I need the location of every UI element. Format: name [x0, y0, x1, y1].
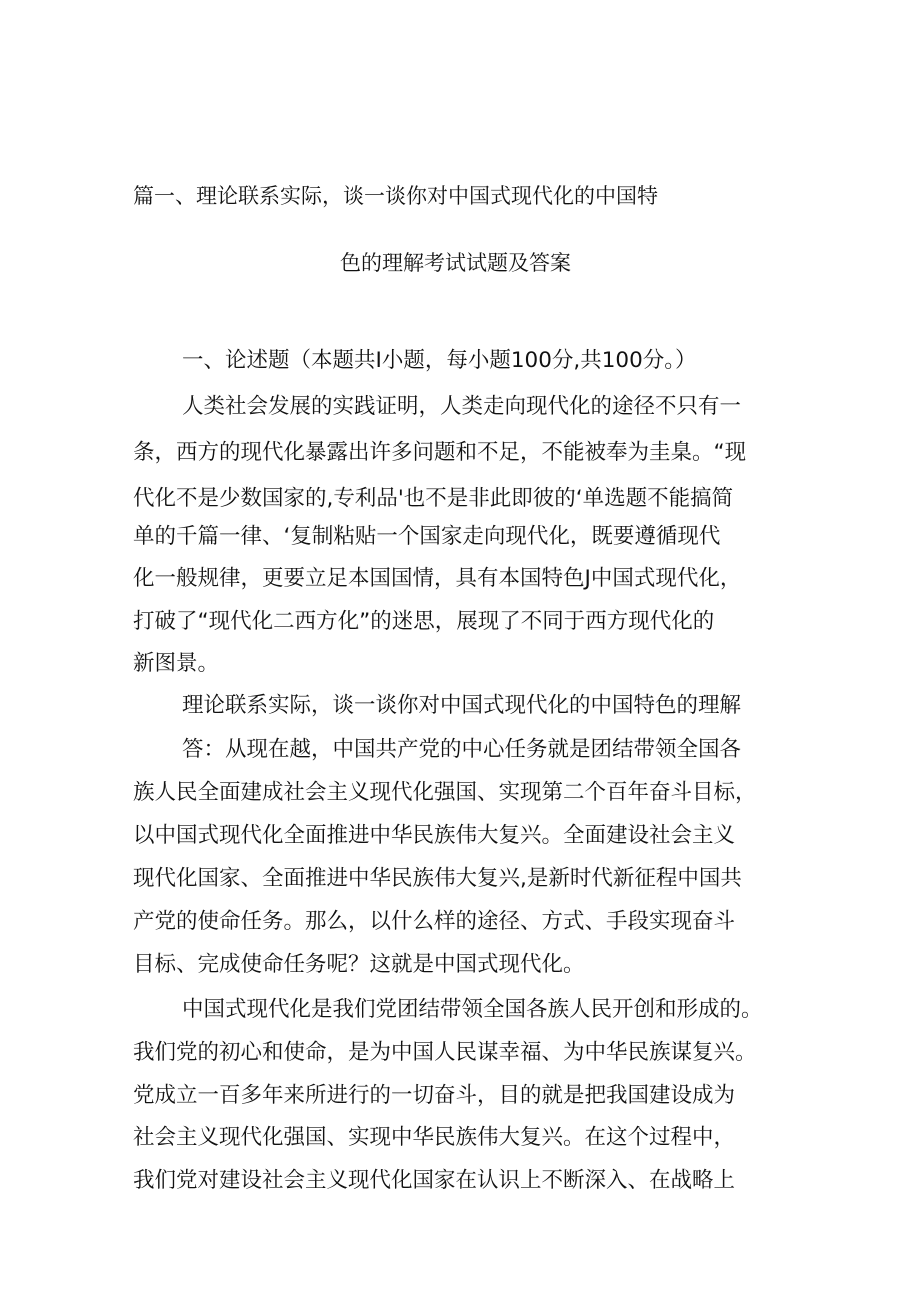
paragraph-line: 中国式现代化是我们党团结带领全国各族人民开创和形成的。: [182, 997, 763, 1022]
paragraph-line: 社会主义现代化强国、实现中华民族伟大复兴。在这个过程中，: [133, 1125, 736, 1150]
paragraph-line: 产党的使命任务。那么，以什么样的途径、方式、手段实现奋斗: [133, 909, 736, 934]
paragraph-line: 党成立一百多年来所进行的一切奋斗，目的就是把我国建设成为: [133, 1083, 736, 1108]
paragraph-line: 化一般规律，更要立足本国国情，具有本国特色J中国式现代化，: [133, 566, 742, 591]
paragraph-line: 条，西方的现代化暴露出许多问题和不足，不能被奉为圭臬。“现: [133, 440, 747, 465]
section-heading: 一、论述题（本题共I小题，每小题100分,共100分。）: [182, 348, 697, 373]
paragraph-line: 新图景。: [133, 651, 220, 676]
paragraph-line: 我们党的初心和使命，是为中国人民谋幸福、为中华民族谋复兴。: [133, 1040, 757, 1065]
document-title-line-1: 篇一、理论联系实际，谈一谈你对中国式现代化的中国特: [133, 184, 658, 208]
paragraph-line: 现代化国家、全面推进中华民族伟大复兴,是新时代新征程中国共: [133, 866, 742, 891]
paragraph-line: 目标、完成使命任务呢？这就是中国式现代化。: [133, 952, 585, 977]
paragraph-line: 理论联系实际，谈一谈你对中国式现代化的中国特色的理解: [182, 693, 742, 718]
paragraph-line: 族人民全面建成社会主义现代化强国、实现第二个百年奋斗目标，: [133, 780, 757, 805]
paragraph-line: 答：从现在越，中国共产党的中心任务就是团结带领全国各: [182, 737, 742, 762]
document-title-line-2: 色的理解考试试题及答案: [340, 251, 571, 275]
paragraph-line: 单的千篇一律、‘复制粘贴一个国家走向现代化，既要遵循现代: [133, 524, 721, 549]
paragraph-line: 以中国式现代化全面推进中华民族伟大复兴。全面建设社会主义: [133, 823, 736, 848]
paragraph-line: 代化不是少数国家的,专利品'也不是非此即彼的‘单选题不能搞简: [133, 486, 734, 511]
paragraph-line: 打破了“现代化二西方化”的迷思，展现了不同于西方现代化的: [133, 609, 715, 634]
paragraph-line: 我们党对建设社会主义现代化国家在认识上不断深入、在战略上: [133, 1168, 736, 1193]
paragraph-line: 人类社会发展的实践证明，人类走向现代化的途径不只有一: [182, 394, 742, 419]
